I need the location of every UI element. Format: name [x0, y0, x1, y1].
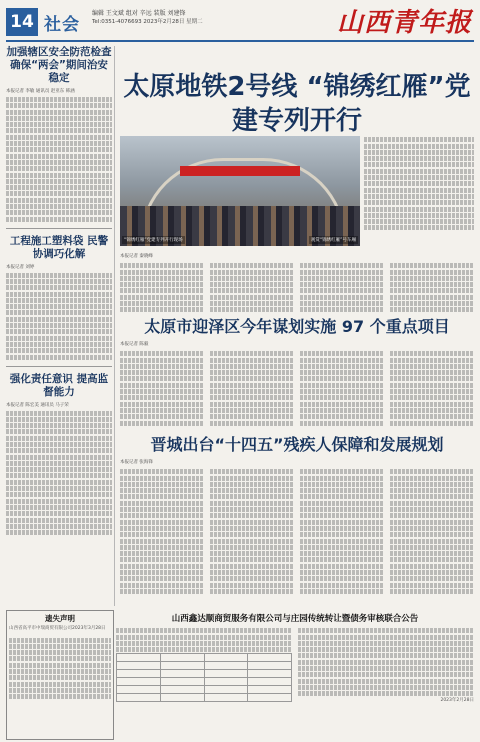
story2-byline: 本报记者 刘婷	[6, 264, 35, 270]
header-rule	[6, 40, 474, 42]
announcement-box	[116, 612, 474, 738]
headline-metro: 太原地铁2号线 “锦绣红雁”党建专列开行	[123, 72, 471, 136]
photo-caption-left: “锦绣红雁”党建专列开行现场	[124, 238, 183, 243]
notice-title: 遗失声明	[45, 614, 75, 623]
lost-notice	[6, 610, 114, 740]
photo-caption-right: 观赏“锦绣红雁”号车厢	[310, 238, 356, 243]
headline-yingze: 太原市迎泽区今年谋划实施 97 个重点项目	[144, 317, 450, 336]
masthead-logo: 山西青年报	[336, 8, 472, 38]
story1-title: 加强辖区安全防范检查 确保“两会”期间治安稳定	[6, 46, 112, 84]
story1-byline: 本报记者 李敏 通讯员 赵亚东 韩涵	[6, 89, 75, 94]
jincheng-story-body	[120, 456, 474, 595]
story3-byline: 本报记者 陈宏美 通讯员 马子荣	[6, 402, 69, 408]
byline-metro: 本报记者 秦晓峰	[120, 254, 153, 259]
metro-photo	[120, 136, 360, 246]
byline-jincheng: 本报记者 张海锋	[120, 460, 153, 465]
story2-title: 工程施工塑料袋 民警协调巧化解	[9, 234, 109, 260]
metro-story-body	[120, 250, 474, 314]
headline-jincheng: 晋城出台“十四五”残疾人保障和发展规划	[150, 435, 444, 454]
column-rule	[114, 46, 115, 606]
metro-story-right	[364, 136, 474, 232]
page-header	[0, 0, 480, 40]
yingze-story-body	[120, 338, 474, 427]
announcement-title: 山西鑫达顺商贸服务有限公司与庄园传统转让暨债务审核联合公告	[171, 614, 419, 624]
page-number: 14	[6, 8, 38, 36]
section-title: 社会	[44, 15, 80, 35]
byline-yingze: 本报记者 陈毅	[120, 342, 149, 347]
story3-body	[6, 411, 112, 536]
announcement-date: 2023年2月28日	[440, 697, 474, 703]
announcement-table	[116, 653, 292, 702]
date-line: Tel:0351-4076693 2023年2月28日 星期二	[92, 19, 203, 25]
story3-title: 强化责任意识 提高监督能力	[9, 372, 109, 398]
left-column	[6, 46, 112, 536]
editors-line: 编辑 王文斌 组对 辛远 装版 刘建锋	[92, 10, 186, 17]
story1-body	[6, 97, 112, 222]
story2-body	[6, 273, 112, 360]
notice-text: 山西省高平市中瑞商贸有限公司2023年3月28日	[9, 626, 106, 631]
